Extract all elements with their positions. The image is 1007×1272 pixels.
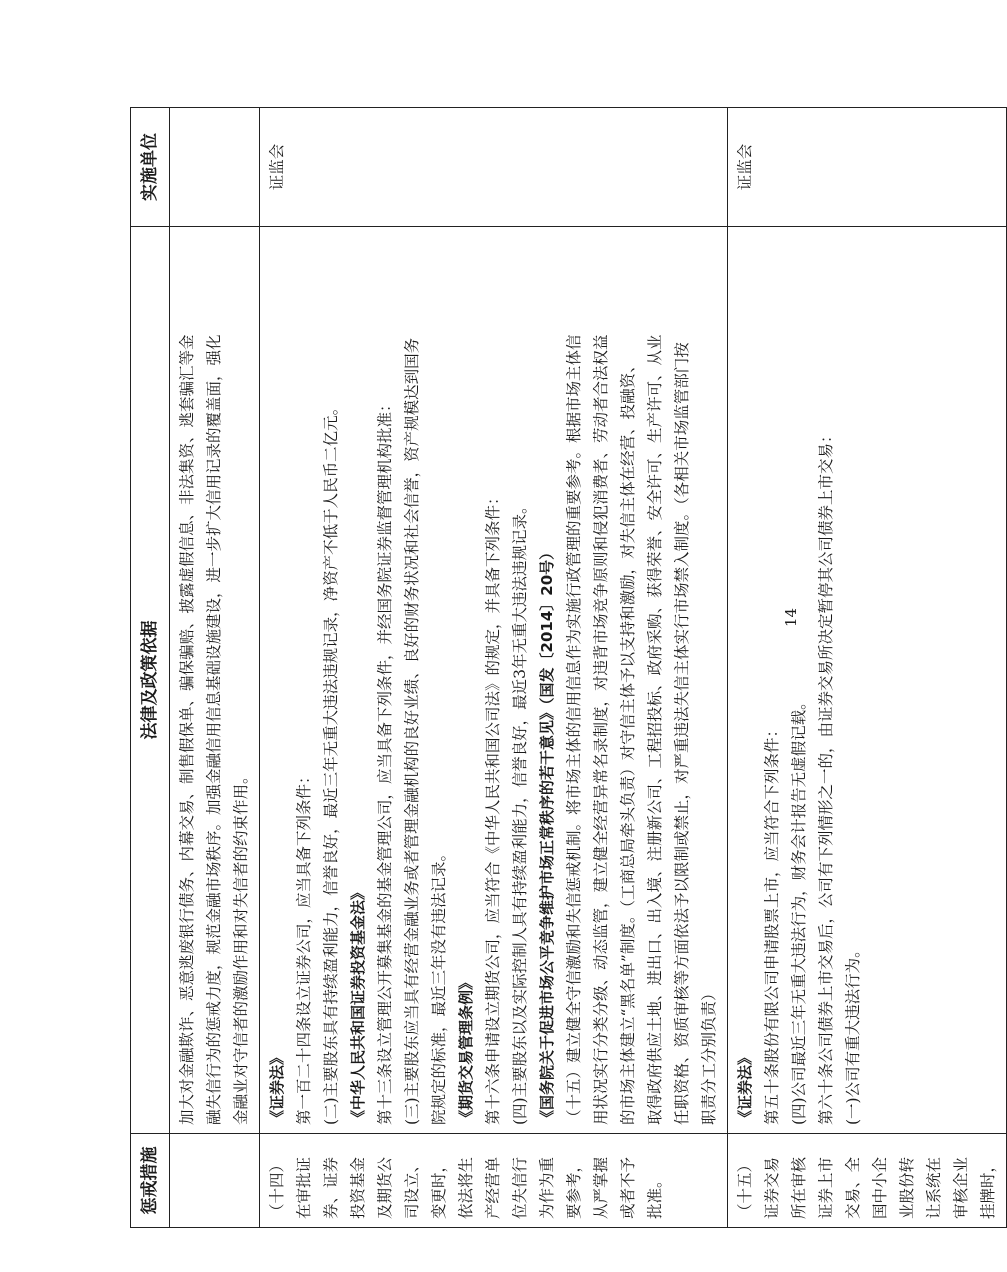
page-number: 14	[782, 607, 800, 627]
table-row	[170, 108, 260, 1228]
unit-cell: 证监会	[728, 108, 1007, 227]
credit-punishment-table	[130, 107, 1007, 1228]
basis-line: (二)主要股东具有持续盈利能力，信誉良好，最近三年无重大违法违规记录，净资产不低于人民币二亿元。	[322, 399, 340, 1125]
basis-line: 院规定的标准，最近三年没有违法记录。	[430, 845, 448, 1125]
measure-cell: （十五）证券交易所在审核证券上市交易、全国中小企业股份转让系统在审核企业挂牌时，	[728, 1134, 1007, 1228]
unit-cell	[170, 108, 260, 227]
law-title: 《证券法》	[736, 1049, 754, 1125]
law-title: 《证券法》	[268, 1049, 286, 1125]
basis-line: （十五）建立健全守信激励和失信惩戒机制。将市场主体的信用信息作为实施行政管理的重要参考。根据市场主体信	[565, 334, 583, 1125]
header-basis: 法律及政策依据	[131, 227, 170, 1134]
basis-line: 加大对金融欺诈、恶意逃废银行债务、内幕交易、制售假保单、骗保骗赔、披露虚假信息、非法集资、逃套骗汇等金	[178, 334, 196, 1125]
basis-line: 的市场主体建立“黑名单”制度。（工商总局牵头负责）对守信主体予以支持和激励，对失信主体在经营、投融资、	[619, 357, 637, 1125]
law-title: 《中华人民共和国证券投资基金法》	[349, 884, 367, 1125]
header-unit: 实施单位	[131, 108, 170, 227]
basis-line: 第六十条公司债券上市交易后，公司有下列情形之一的，由证券交易所决定暂停其公司债券上市交易：	[817, 427, 835, 1125]
basis-cell	[260, 227, 728, 1134]
basis-line: (四)公司最近三年无重大违法行为，财务会计报告无虚假记载。	[790, 694, 808, 1125]
basis-line: 任职资格、资质审核等方面依法予以限制或禁止，对严重违法失信主体实行市场禁入制度。（各相关市场监管部门按	[673, 342, 691, 1125]
basis-line: 职责分工分别负责）	[700, 985, 718, 1125]
header-measure: 惩戒措施	[131, 1134, 170, 1228]
table-header-row	[131, 108, 170, 1228]
table-row	[728, 108, 1007, 1228]
basis-line: (一)公司有重大违法行为。	[844, 942, 862, 1125]
basis-line: 金融业对守信者的激励作用和对失信者的约束作用。	[232, 768, 250, 1125]
basis-line: 第五十条股份有限公司申请股票上市，应当符合下列条件：	[763, 721, 781, 1125]
basis-line: 第十六条申请设立期货公司，应当符合《中华人民共和国公司法》的规定，并具备下列条件：	[484, 489, 502, 1125]
rotated-document-page	[130, 108, 997, 1228]
basis-line: (四)主要股东以及实际控制人具有持续盈利能力，信誉良好，最近3年无重大违法违规记录。	[511, 498, 529, 1125]
basis-line: (三)主要股东应当具有经营金融业务或者管理金融机构的良好业绩、良好的财务状况和社会信誉，资产规模达到国务	[403, 337, 421, 1125]
law-title: 《期货交易管理条例》	[457, 974, 475, 1125]
law-title: 《国务院关于促进市场公平竞争维护市场正常秩序的若干意见》（国发〔2014〕20号）	[538, 544, 556, 1125]
basis-line: 第一百二十四条设立证券公司，应当具备下列条件：	[295, 768, 313, 1125]
measure-cell	[170, 1134, 260, 1228]
basis-line: 取得政府供应土地、进出口、出入境、注册新公司、工程招投标、政府采购、获得荣誉、安全许可、生产许可、从业	[646, 334, 664, 1125]
basis-line: 第十三条设立管理公开募集基金的基金管理公司，应当具备下列条件，并经国务院证券监督管理机构批准：	[376, 396, 394, 1125]
basis-cell	[170, 227, 260, 1134]
basis-line: 融失信行为的惩戒力度，规范金融市场秩序。加强金融信用信息基础设施建设，进一步扩大信用记录的覆盖面，强化	[205, 334, 223, 1125]
basis-line: 用状况实行分类分级、动态监管，建立健全经营异常名录制度，对违背市场竞争原则和侵犯消费者、劳动者合法权益	[592, 334, 610, 1125]
basis-cell	[728, 227, 1007, 1134]
table-row	[260, 108, 728, 1228]
measure-cell: （十四）在审批证券、证券投资基金及期货公司设立、变更时，依法将生产经营单位失信行为作为重要参考，从严掌握或者不予批准。	[260, 1134, 728, 1228]
unit-cell: 证监会	[260, 108, 728, 227]
